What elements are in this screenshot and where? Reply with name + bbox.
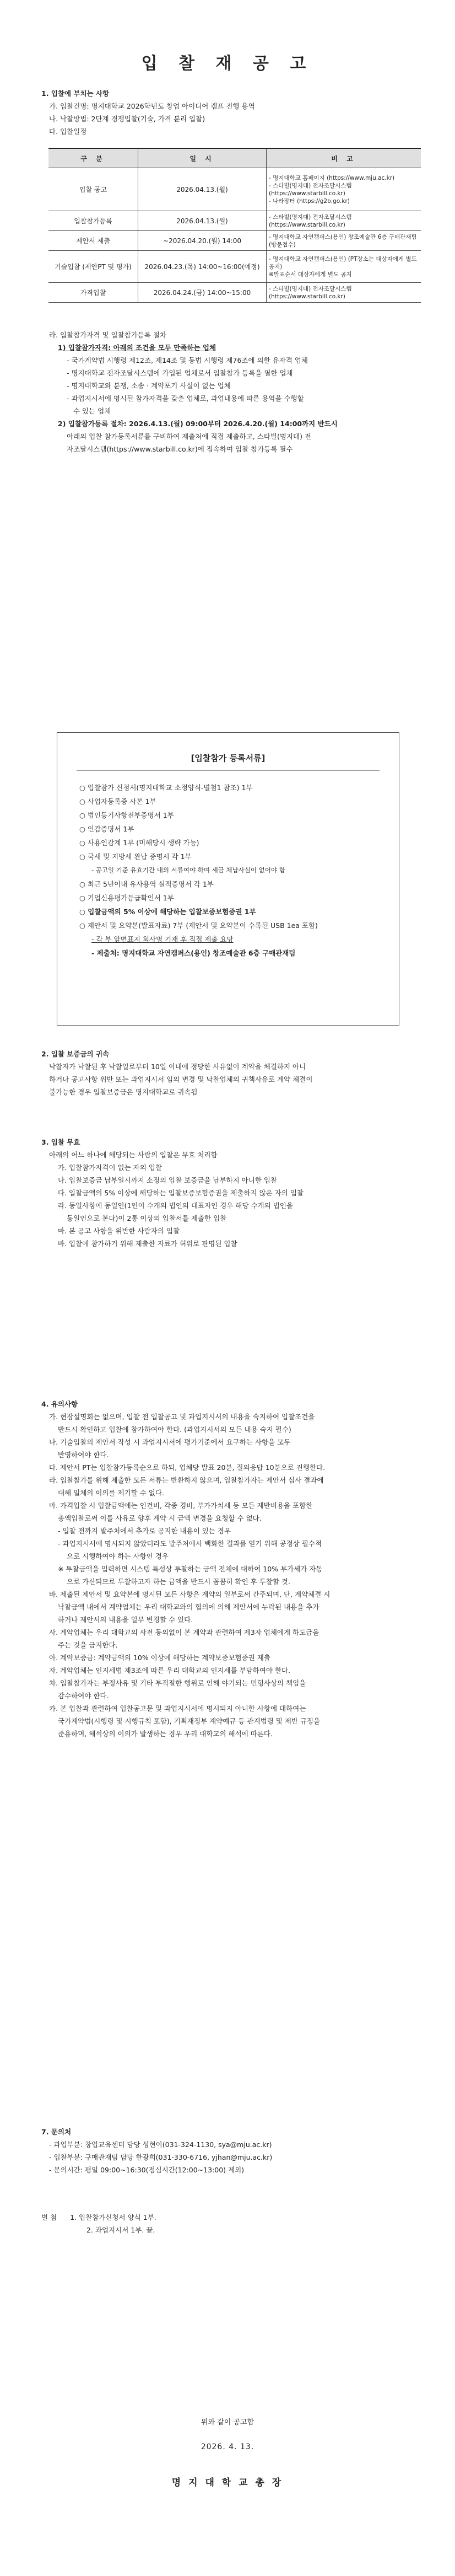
document-note: - 각 부 앞면표지 회사명 기재 후 직접 제출 요망 [91, 935, 234, 943]
attachment-label: 별 첨 [41, 2213, 57, 2221]
section-2 [41, 1048, 421, 1098]
paragraph-line: 불가능한 경우 입찰보증금은 명지대학교로 귀속됨 [49, 1088, 198, 1096]
row-date: 2026.04.24.(금) 14:00~15:00 [138, 283, 267, 303]
list-item: 대해 일체의 이의를 제기할 수 없다. [58, 1489, 164, 1497]
note-line: - 명지대학교 자연캠퍼스(용인) (PT장소는 대상자에게 별도 공지) [269, 255, 417, 270]
list-item: 준용하며, 해석상의 이의가 발생하는 경우 우리 대학교의 해석에 따른다. [58, 1730, 273, 1738]
list-item: 자. 계약업체는 인지세법 제3조에 따른 우리 대학교의 인지세를 부담하여야 한다. [49, 1666, 291, 1675]
row-notes [267, 251, 421, 283]
paragraph-line: 자조달시스템(https://www.starbill.co.kr)에 접속하여 입찰 참가등록 필수 [67, 445, 293, 453]
paragraph-line: 낙찰자가 낙찰된 후 낙찰일로부터 10일 이내에 정당한 사유없이 계약을 체결하지 아니 [49, 1062, 306, 1071]
column-header: 구 분 [48, 148, 138, 168]
row-date: 2026.04.23.(목) 14:00~16:00(예정) [138, 251, 267, 283]
list-item: ※ 투찰금액을 입력하면 시스템 특성상 투찰하는 금액 전체에 대하여 10% 부가세가 자동 [58, 1565, 323, 1573]
list-item: - 명지대학교와 분쟁, 소송 · 계약포기 사실이 없는 업체 [67, 382, 231, 390]
list-item: 하거나 제안서의 내용을 일부 변경할 수 있다. [58, 1616, 193, 1624]
list-item: 마. 본 공고 사항을 위반한 사람자의 입찰 [58, 1227, 180, 1235]
list-item: 낙찰금액 내에서 계약업체는 우리 대학교와의 협의에 의해 제안서에 누락된 내용을 추가 [58, 1603, 319, 1611]
note-line: - 스타빌(명지대) 전자조달시스템 (https://www.starbill.co.kr) [269, 182, 352, 197]
issuer-name: 명 지 대 학 교 총 장 [171, 2477, 284, 2488]
attachment-item: 1. 입찰참가신청서 양식 1부. [70, 2213, 156, 2221]
section-heading: 2. 입찰 보증금의 귀속 [41, 1050, 110, 1058]
contact-line: - 과업부분: 창업교육센터 담당 성현이(031-324-1130, sya@mju.ac.kr) [49, 2140, 272, 2149]
list-item: 다. 입찰금액의 5% 이상에 해당하는 입찰보증보험증권을 제출하지 않은 자의 입찰 [58, 1189, 304, 1197]
table-row [48, 283, 421, 303]
list-item: 반드시 확인하고 입찰에 참가하여야 한다. (과업지시서의 모든 내용 숙지 필수) [58, 1425, 291, 1434]
attachment-line [41, 2211, 421, 2224]
paragraph-line: 아래의 어느 하나에 해당되는 사람의 입찰은 무효 처리함 [49, 1151, 218, 1159]
document-note: - 공고일 기준 유효기간 내의 서류여야 하며 세금 체납사실이 없어야 함 [91, 866, 285, 874]
document-item: ○ 법인등기사항전부증명서 1부 [79, 808, 399, 822]
list-item: 반영하여야 한다. [58, 1451, 109, 1459]
row-notes [267, 283, 421, 303]
contact-line: - 문의시간: 평일 09:00~16:30(점심시간(12:00~13:00) 제외) [49, 2166, 245, 2174]
document-item: ○ 기업신용평가등급확인서 1부 [79, 891, 399, 905]
document-item: ○ 최근 5년이내 유사용역 실적증명서 각 1부 [79, 877, 399, 891]
list-item: 수 있는 업체 [73, 407, 111, 415]
schedule-table [48, 148, 421, 303]
list-item: 라. 동일사항에 동일인(1인이 수개의 법인의 대표자인 경우 해당 수개의 법인을 [58, 1201, 293, 1210]
list-item: - 국가계약법 시행령 제12조, 제14조 및 동법 시행령 제76조에 의한 유자격 업체 [67, 356, 308, 364]
row-date: 2026.04.13.(월) [138, 168, 267, 211]
row-label: 기술입찰 (제안PT 및 평가) [48, 251, 138, 283]
section-eligibility [41, 329, 421, 455]
list-item: 아. 계약보증금: 계약금액의 10% 이상에 해당하는 계약보증보험증권 제출 [49, 1654, 270, 1662]
list-item: - 명지대학교 전자조달시스템에 가입된 업체로서 입찰참가 등록을 필한 업체 [67, 369, 293, 377]
contact-line: - 입찰부분: 구매관재팀 담당 한광희(031-330-6716, yjhan@mju.ac.kr) [49, 2153, 273, 2161]
list-item: 카. 본 입찰과 관련하여 입찰공고문 및 과업지시서에 명시되지 아니한 사항에 대하여는 [49, 1704, 306, 1713]
section-3 [41, 1136, 421, 1250]
box-title: [입찰참가 등록서류] [77, 752, 380, 771]
list-item: 마. 가격입찰 시 입찰금액에는 인건비, 각종 경비, 부가가치세 등 모든 제반비용을 포함한 [49, 1501, 313, 1510]
subheading: 1) 입찰참가자격: 아래의 조건을 모두 만족하는 업체 [58, 344, 216, 352]
list-item: 사. 계약업체는 우리 대학교의 사전 동의없이 본 계약과 관련하여 제3자 업체에게 하도급을 [49, 1628, 319, 1636]
list-item: 으로 시행하여야 하는 사항인 경우 [67, 1552, 169, 1560]
row-date: 2026.04.13.(월) [138, 211, 267, 231]
row-label: 입찰 공고 [48, 168, 138, 211]
subheading: 2) 입찰참가등록 절차: 2026.4.13.(월) 09:00부터 2026.4.20.(월) 14:00까지 반드시 [58, 420, 338, 428]
section-heading: 7. 문의처 [41, 2128, 72, 2136]
document-item: ○ 국세 및 지방세 완납 증명서 각 1부 [79, 850, 399, 863]
section-heading: 1. 입찰에 부치는 사항 [41, 89, 110, 98]
document-item: ○ 제안서 및 요약본(발표자료) 7부 (제안서 및 요약본이 수록된 USB 1ea 포함) [79, 919, 399, 932]
table-row [48, 231, 421, 251]
list-item: 가. 현장설명회는 없으며, 입찰 전 입찰공고 및 과업지시서의 내용을 숙지하여 입찰조건을 [49, 1413, 315, 1421]
document-item: ○ 인감증명서 1부 [79, 822, 399, 836]
column-header: 비 고 [267, 148, 421, 168]
paragraph-line: 하거나 공고사항 위반 또는 과업지시서 임의 변경 및 낙찰업체의 귀책사유로 계약 체결이 [49, 1075, 313, 1083]
list-item: 바. 제출된 제안서 및 요약본에 명시된 모든 사항은 계약의 일부로써 간주되며, 단, 계약체결 시 [49, 1590, 331, 1598]
list-item: 다. 입찰일정 [49, 127, 87, 136]
notice-line: 위와 같이 공고함 [201, 2418, 254, 2427]
list-item: 다. 제안서 PT는 입찰참가등록순으로 하되, 업체당 발표 20분, 질의응답 10분으로 진행한다. [49, 1463, 326, 1472]
note-line: - 스타빌(명지대) 전자조달시스템 (https://www.starbill.co.kr) [269, 213, 352, 228]
table-row [48, 211, 421, 231]
list-item: 나. 입찰보증금 납부일시까지 소정의 입찰 보증금을 납부하지 아니한 입찰 [58, 1176, 278, 1184]
list-item: 총액입찰로써 이를 사유로 향후 계약 시 금액 변경을 요청할 수 없다. [58, 1514, 262, 1522]
section-1 [41, 87, 421, 138]
list-item: 주는 것을 금지한다. [58, 1641, 118, 1649]
list-item: 라. 입찰참가를 위해 제출한 모든 서류는 반환하지 않으며, 입찰참가자는 제안서 심사 결과에 [49, 1476, 324, 1484]
row-date: ~2026.04.20.(월) 14:00 [138, 231, 267, 251]
list-item: - 입찰 전까지 발주처에서 추가로 공지한 내용이 있는 경우 [58, 1527, 231, 1535]
paragraph-line: 아래의 입찰 참가등록서류를 구비하여 제출처에 직접 제출하고, 스타빌(명지대) 전 [67, 432, 311, 441]
note-line: ※발표순서 대상자에게 별도 공지 [269, 271, 352, 278]
section-heading: 라. 입찰참가자격 및 입찰참가등록 절차 [49, 331, 167, 339]
table-header-row [48, 148, 421, 168]
column-header: 일 시 [138, 148, 267, 168]
list-item: 나. 낙찰방법: 2단계 경쟁입찰(기술, 가격 분리 입찰) [49, 115, 205, 123]
table-row [48, 251, 421, 283]
section-heading: 4. 유의사항 [41, 1400, 78, 1408]
registration-documents-box [57, 732, 399, 1026]
list-item: - 과업지시서에 명시되지 않았더라도 발주처에서 백화한 결과를 얻기 위해 공정상 필수적 [58, 1539, 322, 1548]
list-item: 차. 입찰참가자는 부정사유 및 기타 부적절한 행위로 인해 야기되는 민형사상의 책임을 [49, 1679, 306, 1687]
attachments [41, 2211, 421, 2236]
list-item: 동일인으로 본다)이 2통 이상의 입찰서를 제출한 입찰 [67, 1214, 227, 1222]
row-label: 제안서 제출 [48, 231, 138, 251]
document-item: ○ 사용인감계 1부 (미해당시 생략 가능) [79, 836, 399, 850]
note-line: - 명지대학교 홈페이지 (https://www.mju.ac.kr) [269, 174, 395, 181]
note-line: - 나라장터 (https://g2b.go.kr) [269, 197, 350, 205]
list-item: 감수하여야 한다. [58, 1692, 109, 1700]
document-item: ○ 입찰금액의 5% 이상에 해당하는 입찰보증보험증권 1부 [79, 905, 399, 919]
row-label: 입찰참가등록 [48, 211, 138, 231]
section-7 [41, 2126, 421, 2176]
document-note: - 제출처: 명지대학교 자연캠퍼스(용인) 창조예술관 6층 구매관재팀 [91, 949, 296, 957]
note-line: - 스타빌(명지대) 전자조달시스템 (https://www.starbill.co.kr) [269, 285, 352, 300]
documents-list [79, 781, 399, 960]
list-item: 국가계약법(시행령 및 시행규칙 포함), 기획재정부 계약예규 등 관계법령 및 제반 규정을 [58, 1717, 321, 1725]
document-item: ○ 사업자등록증 사본 1부 [79, 795, 399, 808]
list-item: 가. 입찰참가자격이 없는 자의 입찰 [58, 1163, 162, 1172]
list-item: 으로 가산되므로 투찰하고자 하는 금액을 반드시 꼼꼼히 확인 후 투찰할 것. [67, 1577, 290, 1586]
page-title: 입 찰 재 공 고 [141, 54, 314, 73]
attachment-item: 2. 과업지시서 1부. 끝. [86, 2226, 155, 2234]
row-notes [267, 211, 421, 231]
list-item: - 과업지시서에 명시된 참가자격을 갖춘 업체로, 과업내용에 따른 용역을 수행할 [67, 394, 304, 402]
note-line: - 명지대학교 자연캠퍼스(용인) 창조예술관 6층 구매관재팀(방문접수) [269, 233, 417, 248]
list-item: 나. 기술입찰의 제안서 작성 시 과업지시서에 평가기준에서 요구하는 사항을 모두 [49, 1438, 291, 1446]
row-label: 가격입찰 [48, 283, 138, 303]
list-item: 바. 입찰에 참가하기 위해 제출한 자료가 허위로 판명된 입찰 [58, 1239, 237, 1248]
list-item: 가. 입찰건명: 명지대학교 2026학년도 창업 아이디어 캠프 진행 용역 [49, 102, 255, 110]
table-row [48, 168, 421, 211]
row-notes [267, 168, 421, 211]
row-notes [267, 231, 421, 251]
document-item: ○ 입찰참가 신청서(명지대학교 소정양식-별첨1 참조) 1부 [79, 781, 399, 795]
section-4 [41, 1398, 421, 1740]
section-heading: 3. 입찰 무효 [41, 1138, 80, 1146]
notice-date: 2026. 4. 13. [201, 2443, 254, 2451]
